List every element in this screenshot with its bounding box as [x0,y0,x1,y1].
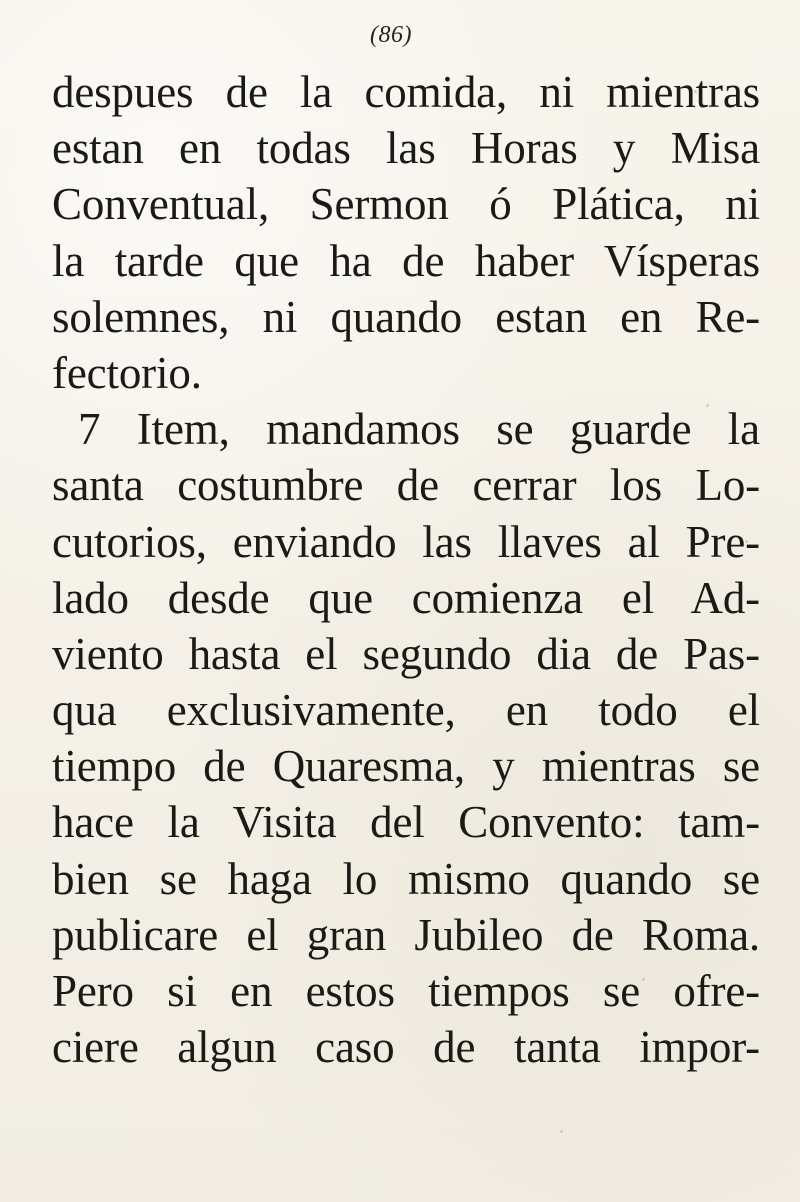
paper-speck [745,540,748,543]
text-line: despues de la comida, ni mientras [52,67,760,117]
text-line: viento hasta el segundo dia de Pas- [52,628,760,679]
text-line: cutorios, enviando las llaves al Pre- [52,516,760,567]
text-line: Pero si en estos tiempos se ofre- [52,966,760,1016]
body-text [52,64,760,1075]
paper-speck [612,168,615,171]
paper-speck [560,1130,563,1133]
text-line: qua exclusivamente, en todo el [52,685,760,736]
text-line: fectorio. [52,347,202,398]
text-line: estan en todas las Horas y Misa [52,123,760,174]
text-line: hace la Visita del Convento: tam- [52,797,760,848]
text-line: lado desde que comienza el Ad- [52,572,760,623]
text-line: Conventual, Sermon ó Plática, ni [52,179,760,230]
text-line: bien se haga lo mismo quando se [52,853,760,904]
text-line: publicare el gran Jubileo de Roma. [52,909,760,960]
page-number: (86) [370,22,412,48]
text-line: santa costumbre de cerrar los Lo- [52,460,760,511]
paper-speck [694,90,697,93]
text-line: tiempo de Quaresma, y mientras se [52,741,760,792]
text-line: 7 Item, mandamos se guarde la [78,404,760,455]
paper-speck [642,978,645,981]
paper-speck [706,404,709,407]
text-line: la tarde que ha de haber Vísperas [52,235,760,286]
text-line: solemnes, ni quando estan en Re- [52,291,760,342]
text-line: ciere algun caso de tanta impor- [52,1022,760,1073]
